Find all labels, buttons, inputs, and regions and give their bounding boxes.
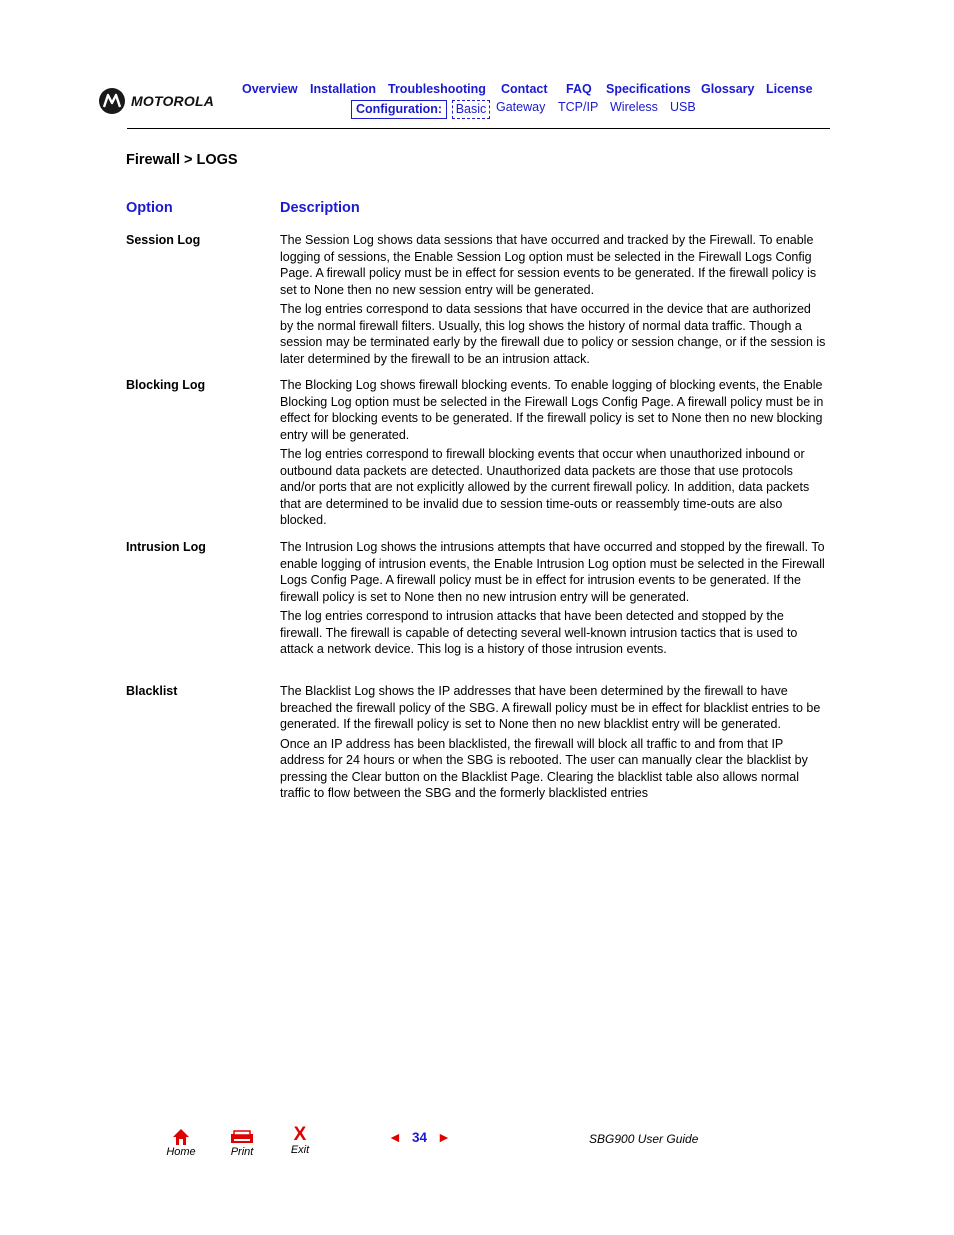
- logo-text: MOTOROLA: [131, 93, 215, 109]
- nav-troubleshooting[interactable]: Troubleshooting: [388, 82, 486, 96]
- nav-contact[interactable]: Contact: [501, 82, 548, 96]
- description-session-log: [280, 232, 826, 370]
- nav-wireless[interactable]: Wireless: [610, 100, 658, 114]
- description-paragraph: The Session Log shows data sessions that have occurred and tracked by the Firewall. To enable logging of sessions, the Enable Session Log option must be selected in the Firewall Logs Config Page. A firewall policy must be in effect for session events to be generated. If the firewall policy is set to None then no new session entry will be generated.: [280, 233, 817, 297]
- description-blacklist: [280, 683, 826, 805]
- description-paragraph: The log entries correspond to intrusion attacks that have been detected and stopped by the firewall. The firewall is capable of detecting several well-known intrusion tactics that is used to attack a network device. This log is a history of those intrusion events.: [280, 609, 798, 656]
- description-paragraph: The log entries correspond to firewall blocking events that occur when unauthorized inbound or outbound data packets are detected. Unauthorized data packets are those that use protocols and/or ports that are not explicitly allowed by the current firewall policy. In addition, data packets that are determined to be invalid due to session time-outs or reassembly time-outs are also blocked.: [280, 447, 810, 527]
- description-paragraph: The Blacklist Log shows the IP addresses that have been determined by the firewall to have breached the firewall policy of the SBG. A firewall policy must be in effect for blacklist entries to be generated. If the firewall policy is set to None then no new blacklist entry will be generated.: [280, 684, 821, 731]
- printer-icon: [228, 1128, 256, 1146]
- exit-button[interactable]: [283, 1126, 317, 1156]
- nav-glossary[interactable]: Glossary: [701, 82, 755, 96]
- previous-page-icon[interactable]: ◄: [388, 1129, 402, 1145]
- nav-tcpip[interactable]: TCP/IP: [558, 100, 599, 114]
- option-blacklist: Blacklist: [126, 684, 178, 698]
- nav-license[interactable]: License: [766, 82, 813, 96]
- description-paragraph: The Blocking Log shows firewall blocking events. To enable logging of blocking events, the Enable Blocking Log option must be selected in the Firewall Logs Config Page. A firewall policy must be in effect for blocking events to be generated. If the firewall policy is set to None then no new blocking entry will be generated.: [280, 378, 824, 442]
- description-intrusion-log: [280, 539, 826, 661]
- description-paragraph: The log entries correspond to data sessions that have occurred in the device that are authorized by the normal firewall filters. Usually, this log shows the history of normal data traffic. Though a session may be terminated early by the firewall due to policy or session change, or if the session is later determined by the firewall to be an intrusion attack.: [280, 302, 826, 366]
- print-button[interactable]: [225, 1128, 259, 1158]
- home-label: Home: [166, 1146, 196, 1158]
- motorola-logo-icon: [99, 88, 125, 114]
- print-label: Print: [230, 1146, 254, 1158]
- nav-faq[interactable]: FAQ: [566, 82, 592, 96]
- option-session-log: Session Log: [126, 233, 201, 247]
- home-button[interactable]: [164, 1128, 198, 1158]
- nav-usb[interactable]: USB: [670, 100, 696, 114]
- option-blocking-log: Blocking Log: [126, 378, 206, 392]
- guide-title: SBG900 User Guide: [589, 1132, 699, 1146]
- nav-overview[interactable]: Overview: [242, 82, 298, 96]
- description-paragraph: Once an IP address has been blacklisted, the firewall will block all traffic to and from that IP address for 24 hours or when the SBG is rebooted. The user can manually clear the blacklist by pressing the Clear button on the Blacklist Page. Clearing the blacklist table also allows normal traffic to flow between the SBG and the formerly blacklisted entries: [280, 736, 808, 800]
- description-column-header: Description: [280, 200, 360, 216]
- nav-gateway[interactable]: Gateway: [496, 100, 546, 114]
- nav-basic[interactable]: Basic: [452, 100, 490, 119]
- exit-icon: X: [293, 1124, 307, 1145]
- option-column-header: Option: [126, 200, 173, 216]
- option-intrusion-log: Intrusion Log: [126, 540, 206, 554]
- motorola-logo: [99, 88, 239, 116]
- description-blocking-log: [280, 377, 826, 532]
- exit-label: Exit: [290, 1144, 310, 1156]
- header-divider: [127, 128, 830, 129]
- description-paragraph: The Intrusion Log shows the intrusions attempts that have occurred and stopped by the firewall. To enable logging of intrusion events, the Enable Intrusion Log option must be selected in the Firewall Logs Config Page. A firewall policy must be in effect for intrusion events to be generated. If the firewall policy is set to None then no new intrusion entry will be generated.: [280, 540, 825, 604]
- nav-specifications[interactable]: Specifications: [606, 82, 691, 96]
- next-page-icon[interactable]: ►: [437, 1129, 451, 1145]
- page-number: 34: [412, 1130, 428, 1145]
- nav-installation[interactable]: Installation: [310, 82, 376, 96]
- configuration-label: Configuration:: [351, 100, 447, 119]
- home-icon: [172, 1128, 190, 1146]
- page-title: Firewall > LOGS: [126, 152, 238, 168]
